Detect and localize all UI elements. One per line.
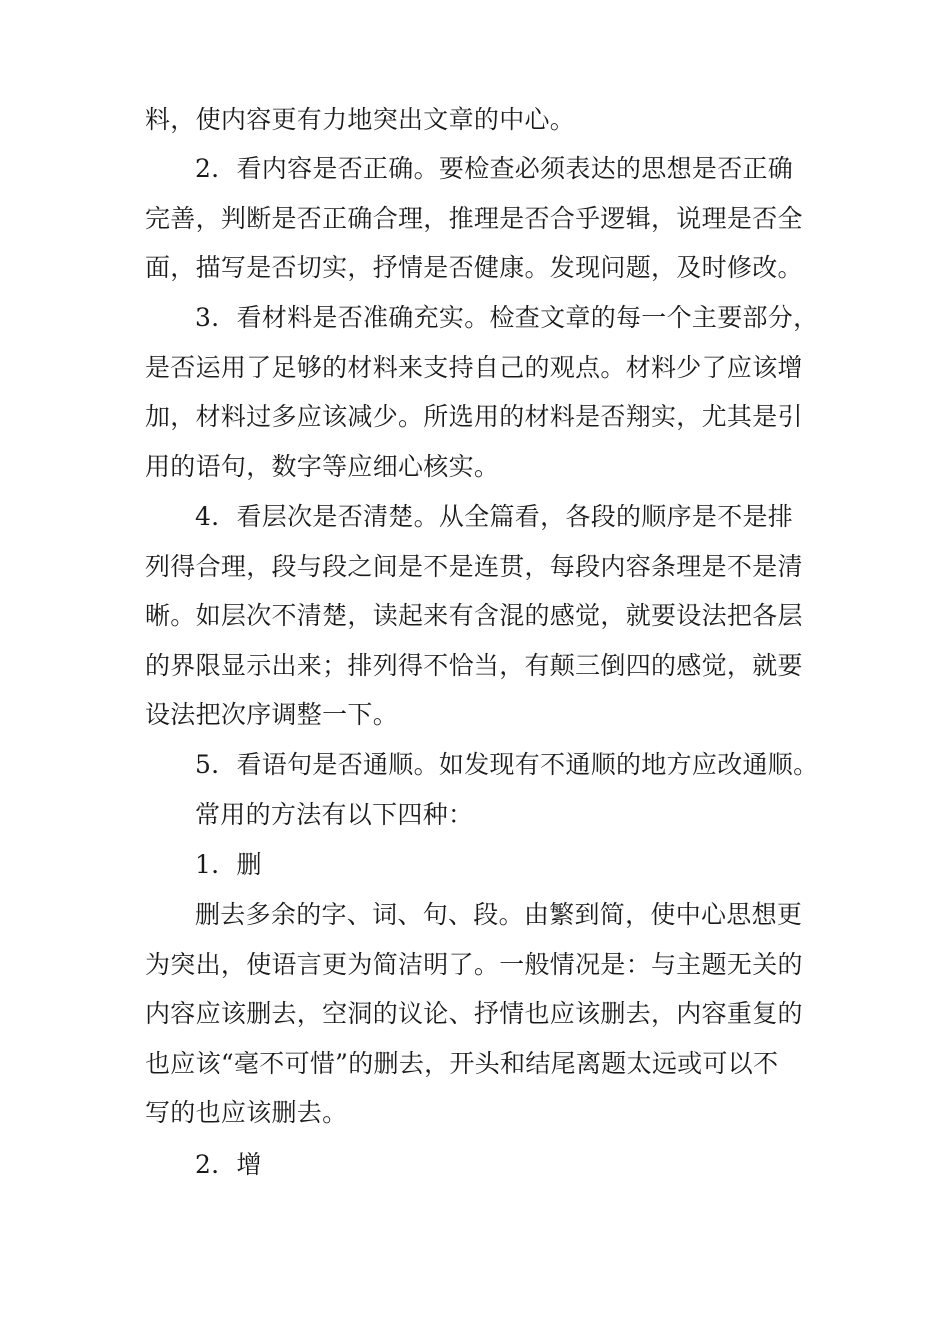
text-line: 1．删: [195, 850, 262, 879]
text-line: 的界限显示出来；排列得不恰当，有颠三倒四的感觉，就要: [145, 650, 803, 680]
text-line: 是否运用了足够的材料来支持自己的观点。材料少了应该增: [145, 352, 803, 382]
text-line: 2．看内容是否正确。要检查必须表达的思想是否正确: [195, 154, 794, 183]
paragraph-continuation: [145, 95, 815, 145]
text-line: 完善，判断是否正确合理，推理是否合乎逻辑，说理是否全: [145, 203, 803, 233]
heading-add: [145, 1140, 815, 1190]
text-line: 也应该“毫不可惜”的删去，开头和结尾离题太远或可以不: [145, 1048, 779, 1078]
text-line: 晰。如层次不清楚，读起来有含混的感觉，就要设法把各层: [145, 601, 803, 630]
text-line: 料，使内容更有力地突出文章的中心。: [145, 105, 576, 134]
text-line: 常用的方法有以下四种：: [195, 800, 474, 829]
paragraph-check-sentences: [145, 740, 819, 790]
text-line: 为突出，使语言更为简洁明了。一般情况是：与主题无关的: [145, 949, 803, 979]
paragraph-methods-intro: [145, 790, 815, 840]
text-line: 删去多余的字、词、句、段。由繁到简，使中心思想更: [195, 900, 803, 929]
text-line: 5．看语句是否通顺。如发现有不通顺的地方应改通顺。: [195, 750, 819, 779]
paragraph-check-content: [145, 144, 815, 293]
text-line: 4．看层次是否清楚。从全篇看，各段的顺序是不是排: [195, 502, 794, 531]
text-line: 2．增: [195, 1150, 262, 1179]
text-line: 用的语句，数字等应细心核实。: [145, 451, 500, 481]
heading-delete: [145, 840, 815, 890]
text-line: 3．看材料是否准确充实。检查文章的每一个主要部分，: [195, 303, 819, 332]
text-line: 列得合理，段与段之间是不是连贯，每段内容条理是不是清: [145, 551, 803, 581]
paragraph-delete-method: [145, 890, 815, 1138]
paragraph-check-structure: [145, 492, 815, 740]
text-line: 面，描写是否切实，抒情是否健康。发现问题，及时修改。: [145, 253, 803, 282]
text-line: 加，材料过多应该减少。所选用的材料是否翔实，尤其是引: [145, 402, 803, 431]
paragraph-check-material: [145, 293, 819, 491]
text-line: 设法把次序调整一下。: [145, 700, 399, 729]
text-line: 内容应该删去，空洞的议论、抒情也应该删去，内容重复的: [145, 999, 803, 1028]
text-line: 写的也应该删去。: [145, 1098, 348, 1127]
